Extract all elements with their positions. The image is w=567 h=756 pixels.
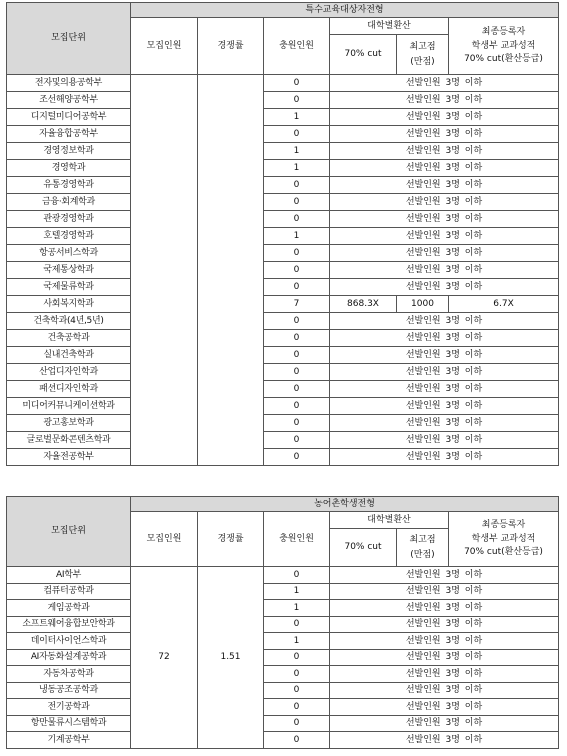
unit-cell: 유통경영학과: [7, 177, 131, 194]
recruit-header: 모집인원: [131, 18, 198, 75]
extra-cell: 0: [264, 449, 330, 466]
note-cell: 선발인원 3명 이하: [330, 567, 559, 584]
recruit-cell: 72: [131, 567, 198, 749]
table-row: [7, 415, 559, 432]
unit-cell: 경영정보학과: [7, 143, 131, 160]
unit-cell: 경영학과: [7, 160, 131, 177]
unit-cell: 산업디자인학과: [7, 364, 131, 381]
table-row: [7, 330, 559, 347]
note-cell: 선발인원 3명 이하: [330, 633, 559, 650]
table-row: [7, 177, 559, 194]
note-cell: 선발인원 3명 이하: [330, 347, 559, 364]
cut70-header: 70% cut: [330, 529, 397, 567]
note-cell: 선발인원 3명 이하: [330, 211, 559, 228]
note-cell: 선발인원 3명 이하: [330, 177, 559, 194]
note-cell: 선발인원 3명 이하: [330, 194, 559, 211]
max-score-header: 최고점 (만점): [397, 35, 449, 75]
table-row: [7, 567, 559, 584]
table-row: [7, 381, 559, 398]
table-row: [7, 296, 559, 313]
recruit-cell: [131, 75, 198, 466]
table-row: [7, 682, 559, 699]
note-cell: 선발인원 3명 이하: [330, 92, 559, 109]
table-row: [7, 398, 559, 415]
unit-cell: 자율융합공학부: [7, 126, 131, 143]
table-row: [7, 616, 559, 633]
extra-cell: 0: [264, 666, 330, 683]
unit-cell: 데이터사이언스학과: [7, 633, 131, 650]
note-cell: 선발인원 3명 이하: [330, 449, 559, 466]
extra-cell: 0: [264, 364, 330, 381]
extra-cell: 1: [264, 583, 330, 600]
competition-cell: 1.51: [198, 567, 264, 749]
rural-student-table: [6, 496, 559, 749]
group-header: 특수교육대상자전형: [131, 3, 559, 18]
extra-cell: 0: [264, 313, 330, 330]
note-cell: 선발인원 3명 이하: [330, 143, 559, 160]
extra-cell: 0: [264, 381, 330, 398]
unit-header: 모집단위: [7, 497, 131, 567]
table-row: [7, 449, 559, 466]
table-row: [7, 279, 559, 296]
extra-cell: 0: [264, 732, 330, 749]
extra-cell: 0: [264, 415, 330, 432]
note-cell: 선발인원 3명 이하: [330, 666, 559, 683]
table-row: [7, 262, 559, 279]
extra-cell: 0: [264, 649, 330, 666]
final-cell: 6.7X: [449, 296, 559, 313]
extra-cell: 0: [264, 211, 330, 228]
unit-cell: 건축학과(4년,5년): [7, 313, 131, 330]
table-row: [7, 583, 559, 600]
extra-cell: 0: [264, 682, 330, 699]
unit-cell: 항공서비스학과: [7, 245, 131, 262]
note-cell: 선발인원 3명 이하: [330, 583, 559, 600]
extra-cell: 0: [264, 126, 330, 143]
extra-cell: 0: [264, 92, 330, 109]
group-header: 농어촌학생전형: [131, 497, 559, 512]
table-row: [7, 211, 559, 228]
extra-cell: 0: [264, 75, 330, 92]
extra-cell: 1: [264, 143, 330, 160]
table-row: [7, 699, 559, 716]
note-cell: 선발인원 3명 이하: [330, 75, 559, 92]
table-row: [7, 126, 559, 143]
unit-cell: AI자동화설계공학과: [7, 649, 131, 666]
table-row: [7, 228, 559, 245]
note-cell: 선발인원 3명 이하: [330, 715, 559, 732]
unit-cell: 광고홍보학과: [7, 415, 131, 432]
note-cell: 선발인원 3명 이하: [330, 732, 559, 749]
note-cell: 선발인원 3명 이하: [330, 262, 559, 279]
note-cell: 선발인원 3명 이하: [330, 398, 559, 415]
table-row: [7, 649, 559, 666]
unit-cell: 금융·회계학과: [7, 194, 131, 211]
competition-cell: [198, 75, 264, 466]
table-row: [7, 633, 559, 650]
recruit-header: 모집인원: [131, 512, 198, 567]
unit-cell: 패션디자인학과: [7, 381, 131, 398]
note-cell: 선발인원 3명 이하: [330, 381, 559, 398]
note-cell: 선발인원 3명 이하: [330, 313, 559, 330]
extra-cell: 1: [264, 633, 330, 650]
extra-cell: 0: [264, 194, 330, 211]
extra-cell: 0: [264, 715, 330, 732]
note-cell: 선발인원 3명 이하: [330, 228, 559, 245]
extra-cell: 1: [264, 160, 330, 177]
table-row: [7, 92, 559, 109]
unit-cell: 기계공학부: [7, 732, 131, 749]
unit-cell: 전자및의용공학부: [7, 75, 131, 92]
note-cell: 선발인원 3명 이하: [330, 682, 559, 699]
table-row: [7, 143, 559, 160]
extra-cell: 1: [264, 228, 330, 245]
univ-score-header: 대학별환산: [330, 512, 449, 529]
unit-header: 모집단위: [7, 3, 131, 75]
extra-cell: 0: [264, 398, 330, 415]
note-cell: 선발인원 3명 이하: [330, 126, 559, 143]
unit-cell: 자동차공학과: [7, 666, 131, 683]
table-row: [7, 245, 559, 262]
competition-header: 경쟁률: [198, 512, 264, 567]
table-row: [7, 194, 559, 211]
table-row: [7, 732, 559, 749]
note-cell: 선발인원 3명 이하: [330, 649, 559, 666]
extra-header: 충원인원: [264, 18, 330, 75]
extra-cell: 1: [264, 109, 330, 126]
unit-cell: 조선해양공학부: [7, 92, 131, 109]
note-cell: 선발인원 3명 이하: [330, 245, 559, 262]
extra-cell: 0: [264, 616, 330, 633]
extra-header: 충원인원: [264, 512, 330, 567]
extra-cell: 1: [264, 600, 330, 617]
unit-cell: 사회복지학과: [7, 296, 131, 313]
unit-cell: 관광경영학과: [7, 211, 131, 228]
note-cell: 선발인원 3명 이하: [330, 109, 559, 126]
extra-cell: 0: [264, 699, 330, 716]
extra-cell: 0: [264, 262, 330, 279]
max-score-header: 최고점 (만점): [397, 529, 449, 567]
unit-cell: 항만물류시스템학과: [7, 715, 131, 732]
extra-cell: 0: [264, 279, 330, 296]
note-cell: 선발인원 3명 이하: [330, 699, 559, 716]
unit-cell: 디지털미디어공학부: [7, 109, 131, 126]
table-row: [7, 600, 559, 617]
table-row: [7, 715, 559, 732]
unit-cell: 소프트웨어융합보안학과: [7, 616, 131, 633]
unit-cell: 미디어커뮤니케이션학과: [7, 398, 131, 415]
cut70-cell: 868.3X: [330, 296, 397, 313]
special-education-table: [6, 2, 559, 466]
table-row: [7, 109, 559, 126]
extra-cell: 7: [264, 296, 330, 313]
unit-cell: 전기공학과: [7, 699, 131, 716]
cut70-header: 70% cut: [330, 35, 397, 75]
table-row: [7, 75, 559, 92]
extra-cell: 0: [264, 245, 330, 262]
note-cell: 선발인원 3명 이하: [330, 616, 559, 633]
note-cell: 선발인원 3명 이하: [330, 279, 559, 296]
table-row: [7, 313, 559, 330]
note-cell: 선발인원 3명 이하: [330, 364, 559, 381]
note-cell: 선발인원 3명 이하: [330, 600, 559, 617]
unit-cell: 자율전공학부: [7, 449, 131, 466]
unit-cell: AI학부: [7, 567, 131, 584]
univ-score-header: 대학별환산: [330, 18, 449, 35]
max-score-cell: 1000: [397, 296, 449, 313]
extra-cell: 0: [264, 567, 330, 584]
note-cell: 선발인원 3명 이하: [330, 160, 559, 177]
table-row: [7, 160, 559, 177]
unit-cell: 실내건축학과: [7, 347, 131, 364]
unit-cell: 글로벌문화콘텐츠학과: [7, 432, 131, 449]
unit-cell: 냉동공조공학과: [7, 682, 131, 699]
note-cell: 선발인원 3명 이하: [330, 432, 559, 449]
table-row: [7, 347, 559, 364]
extra-cell: 0: [264, 347, 330, 364]
unit-cell: 컴퓨터공학과: [7, 583, 131, 600]
competition-header: 경쟁률: [198, 18, 264, 75]
table-row: [7, 364, 559, 381]
table-row: [7, 432, 559, 449]
unit-cell: 건축공학과: [7, 330, 131, 347]
extra-cell: 0: [264, 432, 330, 449]
note-cell: 선발인원 3명 이하: [330, 330, 559, 347]
table-row: [7, 666, 559, 683]
final-header: 최종등록자 학생부 교과성적 70% cut(환산등급): [449, 512, 559, 567]
extra-cell: 0: [264, 177, 330, 194]
unit-cell: 국제물류학과: [7, 279, 131, 296]
unit-cell: 호텔경영학과: [7, 228, 131, 245]
final-header: 최종등록자 학생부 교과성적 70% cut(환산등급): [449, 18, 559, 75]
note-cell: 선발인원 3명 이하: [330, 415, 559, 432]
unit-cell: 국제통상학과: [7, 262, 131, 279]
unit-cell: 게임공학과: [7, 600, 131, 617]
extra-cell: 0: [264, 330, 330, 347]
